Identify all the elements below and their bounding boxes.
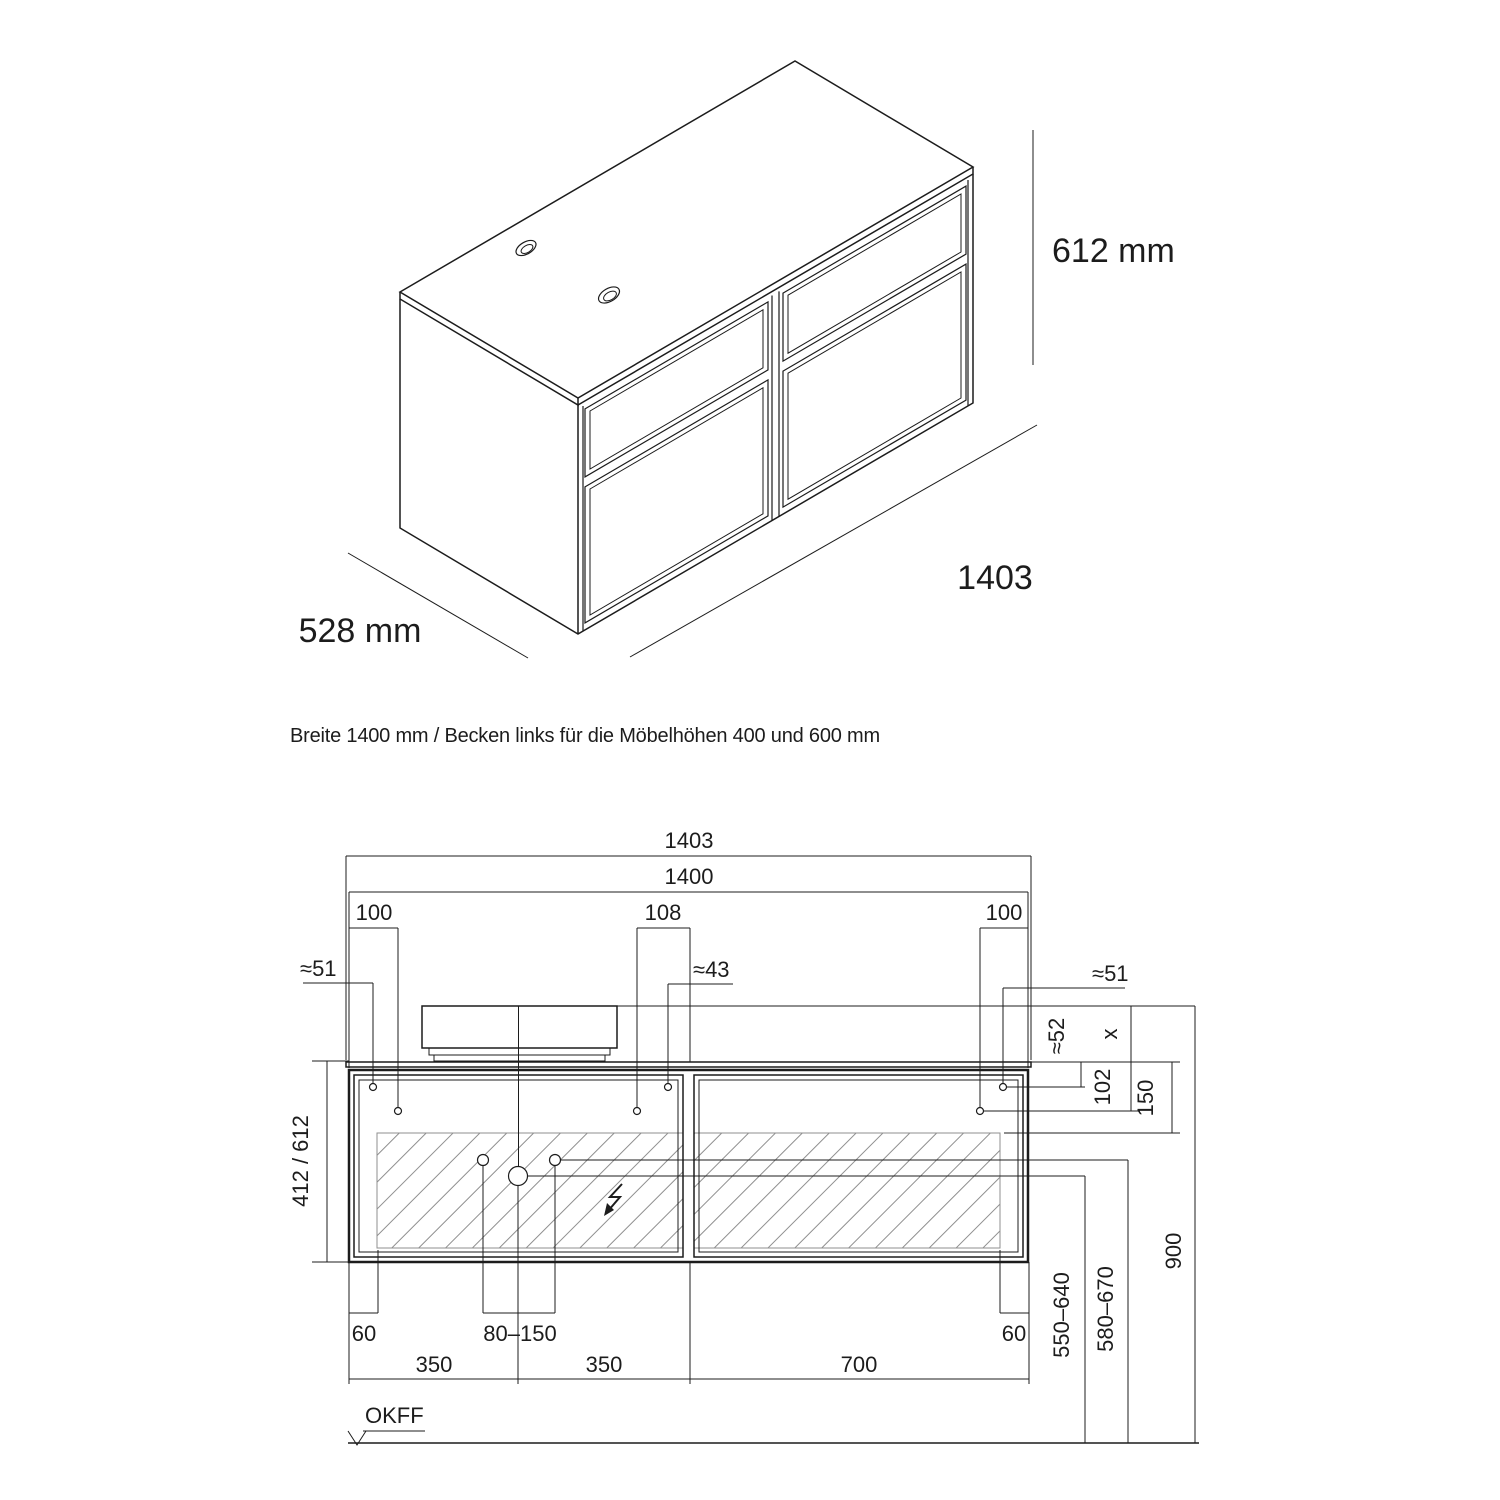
- drain-point: [509, 1167, 528, 1186]
- dim-label-approx43: ≈43: [693, 957, 730, 982]
- dim-label-350-center: 350: [585, 1352, 623, 1377]
- dim-label-1403: 1403: [664, 828, 714, 853]
- dim-label-108: 108: [644, 900, 682, 925]
- dim-label-550-640: 550–640: [1049, 1272, 1074, 1358]
- countertop-basin: [422, 1006, 617, 1061]
- drawing-caption: Breite 1400 mm / Becken links für die Möbelhöhen 400 und 600 mm: [290, 725, 880, 747]
- mounting-point: [1000, 1084, 1007, 1091]
- iso-top-face: [400, 61, 973, 398]
- datum-label: OKFF: [365, 1403, 424, 1428]
- dim-label-x: x: [1097, 1028, 1122, 1040]
- dim-label-150: 150: [1133, 1079, 1158, 1117]
- water-supply-point: [550, 1155, 561, 1166]
- dim-label-60-right: 60: [1001, 1321, 1027, 1346]
- leader-approx51-left: [303, 983, 373, 1083]
- water-supply-point: [478, 1155, 489, 1166]
- leader-approx43: [668, 984, 733, 1083]
- iso-depth-label: 528 mm: [298, 612, 422, 650]
- dim-label-1400: 1400: [664, 864, 714, 889]
- dim-label-700: 700: [840, 1352, 878, 1377]
- mounting-point: [370, 1084, 377, 1091]
- iso-width-label: 1403: [957, 559, 1033, 597]
- dim-label-60-left: 60: [351, 1321, 377, 1346]
- mounting-point: [665, 1084, 672, 1091]
- dim-line-412-612: [312, 1061, 349, 1262]
- dim-label-approx52: ≈52: [1044, 1017, 1069, 1055]
- iso-height-label: 612 mm: [1052, 232, 1175, 270]
- mounting-point: [977, 1108, 984, 1115]
- dim-label-80-150: 80–150: [483, 1321, 557, 1346]
- dim-label-900: 900: [1161, 1232, 1186, 1270]
- countertop-slab: [346, 1062, 1031, 1067]
- dim-label-102: 102: [1090, 1068, 1115, 1106]
- front-view: [288, 828, 1199, 1445]
- dim-label-100-left: 100: [355, 900, 393, 925]
- mounting-point: [395, 1108, 402, 1115]
- dim-label-approx51-right: ≈51: [1092, 961, 1129, 986]
- iso-view: [299, 61, 1175, 658]
- interior-clearance-hatch-left: [377, 1133, 683, 1248]
- iso-width-dim-line: [630, 425, 1037, 657]
- interior-clearance-hatch-right: [694, 1133, 1000, 1248]
- dim-label-580-670: 580–670: [1093, 1266, 1118, 1352]
- dim-label-412-612: 412 / 612: [288, 1115, 313, 1207]
- dim-label-350-left: 350: [415, 1352, 453, 1377]
- mounting-point: [634, 1108, 641, 1115]
- dim-label-100-right: 100: [985, 900, 1023, 925]
- dim-label-approx51-left: ≈51: [300, 956, 337, 981]
